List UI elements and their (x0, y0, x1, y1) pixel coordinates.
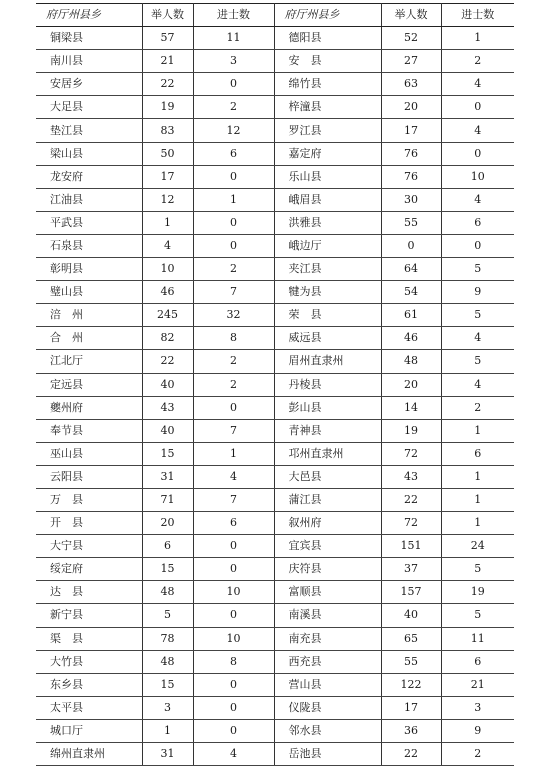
cell-region-right: 青神县 (274, 419, 381, 442)
cell-juren-left: 50 (142, 142, 193, 165)
header-region-right: 府厅州县乡 (274, 4, 381, 27)
cell-region-left: 巫山县 (36, 442, 142, 465)
cell-jinshi-right: 5 (441, 258, 514, 281)
cell-juren-right: 30 (381, 188, 441, 211)
cell-region-left: 龙安府 (36, 165, 142, 188)
cell-juren-left: 48 (142, 581, 193, 604)
header-juren-right: 举人数 (381, 4, 441, 27)
cell-jinshi-left: 1 (193, 188, 274, 211)
cell-jinshi-left: 6 (193, 512, 274, 535)
cell-juren-left: 15 (142, 558, 193, 581)
cell-juren-right: 36 (381, 719, 441, 742)
cell-region-left: 太平县 (36, 696, 142, 719)
cell-juren-left: 31 (142, 743, 193, 766)
cell-juren-right: 55 (381, 650, 441, 673)
table-row (36, 581, 514, 604)
cell-jinshi-right: 1 (441, 512, 514, 535)
cell-region-left: 垫江县 (36, 119, 142, 142)
table-row (36, 719, 514, 742)
cell-juren-left: 17 (142, 165, 193, 188)
cell-jinshi-left: 2 (193, 258, 274, 281)
cell-juren-left: 15 (142, 673, 193, 696)
cell-region-left: 达 县 (36, 581, 142, 604)
cell-region-right: 乐山县 (274, 165, 381, 188)
cell-jinshi-right: 6 (441, 442, 514, 465)
cell-jinshi-left: 10 (193, 627, 274, 650)
cell-jinshi-left: 1 (193, 442, 274, 465)
cell-region-left: 江北厅 (36, 350, 142, 373)
cell-region-right: 德阳县 (274, 27, 381, 50)
cell-juren-right: 17 (381, 119, 441, 142)
cell-jinshi-left: 4 (193, 743, 274, 766)
cell-region-right: 仪陇县 (274, 696, 381, 719)
cell-jinshi-right: 0 (441, 96, 514, 119)
cell-region-right: 宜宾县 (274, 535, 381, 558)
cell-region-left: 安居乡 (36, 73, 142, 96)
cell-juren-left: 40 (142, 373, 193, 396)
cell-juren-left: 3 (142, 696, 193, 719)
cell-jinshi-right: 5 (441, 558, 514, 581)
cell-jinshi-left: 0 (193, 73, 274, 96)
cell-region-right: 荣 县 (274, 304, 381, 327)
cell-juren-left: 1 (142, 719, 193, 742)
cell-juren-left: 71 (142, 488, 193, 511)
cell-juren-left: 22 (142, 350, 193, 373)
cell-region-left: 夔州府 (36, 396, 142, 419)
cell-jinshi-left: 7 (193, 281, 274, 304)
cell-juren-right: 64 (381, 258, 441, 281)
cell-region-left: 开 县 (36, 512, 142, 535)
cell-juren-right: 48 (381, 350, 441, 373)
cell-juren-left: 43 (142, 396, 193, 419)
cell-juren-left: 245 (142, 304, 193, 327)
cell-juren-right: 76 (381, 142, 441, 165)
cell-jinshi-left: 2 (193, 96, 274, 119)
cell-region-right: 绵竹县 (274, 73, 381, 96)
cell-juren-left: 5 (142, 604, 193, 627)
cell-region-right: 南充县 (274, 627, 381, 650)
cell-juren-right: 27 (381, 50, 441, 73)
cell-jinshi-right: 19 (441, 581, 514, 604)
table-row (36, 419, 514, 442)
cell-region-left: 铜梁县 (36, 27, 142, 50)
cell-region-right: 洪雅县 (274, 211, 381, 234)
cell-juren-right: 72 (381, 512, 441, 535)
cell-juren-left: 1 (142, 211, 193, 234)
cell-juren-left: 12 (142, 188, 193, 211)
cell-region-right: 嘉定府 (274, 142, 381, 165)
table-row (36, 73, 514, 96)
table-row (36, 650, 514, 673)
cell-region-left: 江油县 (36, 188, 142, 211)
cell-jinshi-right: 21 (441, 673, 514, 696)
cell-region-right: 犍为县 (274, 281, 381, 304)
cell-jinshi-right: 24 (441, 535, 514, 558)
cell-region-right: 峨眉县 (274, 188, 381, 211)
cell-region-left: 大宁县 (36, 535, 142, 558)
cell-juren-left: 10 (142, 258, 193, 281)
cell-jinshi-left: 7 (193, 488, 274, 511)
cell-jinshi-left: 4 (193, 465, 274, 488)
cell-jinshi-left: 12 (193, 119, 274, 142)
cell-juren-left: 46 (142, 281, 193, 304)
header-region-left: 府厅州县乡 (36, 4, 142, 27)
cell-juren-left: 83 (142, 119, 193, 142)
cell-region-left: 城口厅 (36, 719, 142, 742)
table-row (36, 442, 514, 465)
cell-jinshi-left: 0 (193, 696, 274, 719)
cell-juren-left: 48 (142, 650, 193, 673)
cell-juren-right: 17 (381, 696, 441, 719)
table-row (36, 673, 514, 696)
cell-juren-left: 15 (142, 442, 193, 465)
table-row (36, 96, 514, 119)
table-row (36, 696, 514, 719)
cell-jinshi-right: 4 (441, 73, 514, 96)
cell-region-right: 邻水县 (274, 719, 381, 742)
cell-jinshi-right: 1 (441, 27, 514, 50)
cell-jinshi-right: 0 (441, 142, 514, 165)
cell-region-right: 西充县 (274, 650, 381, 673)
table-row (36, 27, 514, 50)
cell-jinshi-left: 8 (193, 650, 274, 673)
cell-juren-left: 4 (142, 234, 193, 257)
cell-juren-right: 52 (381, 27, 441, 50)
cell-region-left: 彰明县 (36, 258, 142, 281)
cell-region-right: 南溪县 (274, 604, 381, 627)
cell-jinshi-right: 1 (441, 419, 514, 442)
table-row (36, 165, 514, 188)
cell-jinshi-right: 11 (441, 627, 514, 650)
cell-region-left: 合 州 (36, 327, 142, 350)
cell-juren-right: 37 (381, 558, 441, 581)
cell-region-left: 平武县 (36, 211, 142, 234)
cell-juren-right: 63 (381, 73, 441, 96)
cell-region-left: 渠 县 (36, 627, 142, 650)
cell-region-right: 梓潼县 (274, 96, 381, 119)
cell-region-right: 罗江县 (274, 119, 381, 142)
cell-jinshi-left: 0 (193, 535, 274, 558)
cell-jinshi-right: 0 (441, 234, 514, 257)
cell-jinshi-right: 5 (441, 350, 514, 373)
table-row (36, 258, 514, 281)
cell-jinshi-left: 32 (193, 304, 274, 327)
cell-region-left: 璧山县 (36, 281, 142, 304)
cell-jinshi-right: 4 (441, 188, 514, 211)
table-row (36, 281, 514, 304)
cell-juren-right: 43 (381, 465, 441, 488)
cell-jinshi-right: 2 (441, 50, 514, 73)
cell-juren-left: 78 (142, 627, 193, 650)
cell-juren-right: 20 (381, 373, 441, 396)
cell-region-left: 绥定府 (36, 558, 142, 581)
cell-region-left: 定远县 (36, 373, 142, 396)
cell-region-right: 营山县 (274, 673, 381, 696)
cell-jinshi-right: 10 (441, 165, 514, 188)
table-row (36, 743, 514, 766)
cell-juren-right: 122 (381, 673, 441, 696)
cell-juren-left: 82 (142, 327, 193, 350)
cell-juren-left: 40 (142, 419, 193, 442)
table-row (36, 604, 514, 627)
cell-juren-left: 31 (142, 465, 193, 488)
cell-juren-left: 22 (142, 73, 193, 96)
cell-jinshi-left: 0 (193, 558, 274, 581)
cell-region-right: 蒲江县 (274, 488, 381, 511)
cell-region-left: 梁山县 (36, 142, 142, 165)
table-body (36, 27, 514, 766)
cell-region-right: 安 县 (274, 50, 381, 73)
cell-region-right: 岳池县 (274, 743, 381, 766)
cell-jinshi-left: 2 (193, 373, 274, 396)
cell-region-left: 南川县 (36, 50, 142, 73)
cell-juren-right: 46 (381, 327, 441, 350)
cell-jinshi-right: 4 (441, 373, 514, 396)
table-row (36, 488, 514, 511)
cell-region-left: 万 县 (36, 488, 142, 511)
cell-region-left: 涪 州 (36, 304, 142, 327)
cell-region-left: 大竹县 (36, 650, 142, 673)
cell-jinshi-left: 0 (193, 673, 274, 696)
cell-region-left: 石泉县 (36, 234, 142, 257)
cell-region-right: 威远县 (274, 327, 381, 350)
cell-juren-left: 19 (142, 96, 193, 119)
cell-region-right: 邛州直隶州 (274, 442, 381, 465)
cell-region-right: 彭山县 (274, 396, 381, 419)
cell-jinshi-left: 11 (193, 27, 274, 50)
table-row (36, 50, 514, 73)
header-jinshi-left: 进士数 (193, 4, 274, 27)
cell-jinshi-left: 0 (193, 396, 274, 419)
cell-juren-left: 20 (142, 512, 193, 535)
cell-region-right: 大邑县 (274, 465, 381, 488)
cell-juren-right: 65 (381, 627, 441, 650)
table-row (36, 304, 514, 327)
cell-region-right: 叙州府 (274, 512, 381, 535)
cell-region-left: 云阳县 (36, 465, 142, 488)
cell-jinshi-right: 6 (441, 211, 514, 234)
cell-jinshi-left: 0 (193, 234, 274, 257)
cell-juren-right: 22 (381, 743, 441, 766)
cell-jinshi-left: 6 (193, 142, 274, 165)
table-row (36, 211, 514, 234)
table-row (36, 119, 514, 142)
cell-juren-right: 40 (381, 604, 441, 627)
cell-jinshi-left: 7 (193, 419, 274, 442)
cell-juren-left: 57 (142, 27, 193, 50)
juren-jinshi-table (36, 3, 514, 766)
table-row (36, 465, 514, 488)
table-row (36, 558, 514, 581)
cell-jinshi-right: 2 (441, 396, 514, 419)
cell-juren-right: 55 (381, 211, 441, 234)
cell-region-right: 富顺县 (274, 581, 381, 604)
cell-jinshi-right: 2 (441, 743, 514, 766)
cell-juren-right: 61 (381, 304, 441, 327)
cell-region-right: 眉州直隶州 (274, 350, 381, 373)
cell-jinshi-left: 2 (193, 350, 274, 373)
cell-region-left: 东乡县 (36, 673, 142, 696)
header-jinshi-right: 进士数 (441, 4, 514, 27)
table-header-row (36, 4, 514, 27)
cell-region-left: 大足县 (36, 96, 142, 119)
cell-jinshi-left: 10 (193, 581, 274, 604)
cell-juren-right: 0 (381, 234, 441, 257)
table-row (36, 350, 514, 373)
cell-jinshi-right: 9 (441, 281, 514, 304)
table-row (36, 142, 514, 165)
cell-jinshi-left: 0 (193, 165, 274, 188)
cell-jinshi-left: 0 (193, 211, 274, 234)
cell-region-right: 丹棱县 (274, 373, 381, 396)
table-row (36, 188, 514, 211)
cell-juren-right: 151 (381, 535, 441, 558)
cell-jinshi-left: 0 (193, 604, 274, 627)
table-row (36, 327, 514, 350)
cell-jinshi-left: 0 (193, 719, 274, 742)
cell-jinshi-left: 3 (193, 50, 274, 73)
cell-jinshi-right: 5 (441, 304, 514, 327)
cell-juren-right: 157 (381, 581, 441, 604)
cell-juren-left: 21 (142, 50, 193, 73)
cell-jinshi-right: 1 (441, 488, 514, 511)
cell-juren-right: 72 (381, 442, 441, 465)
cell-region-left: 绵州直隶州 (36, 743, 142, 766)
cell-region-left: 新宁县 (36, 604, 142, 627)
cell-jinshi-right: 3 (441, 696, 514, 719)
cell-juren-right: 54 (381, 281, 441, 304)
cell-jinshi-left: 8 (193, 327, 274, 350)
table-row (36, 373, 514, 396)
cell-juren-right: 19 (381, 419, 441, 442)
cell-jinshi-right: 4 (441, 327, 514, 350)
cell-region-right: 庆符县 (274, 558, 381, 581)
header-juren-left: 举人数 (142, 4, 193, 27)
cell-juren-right: 20 (381, 96, 441, 119)
cell-jinshi-right: 9 (441, 719, 514, 742)
cell-region-right: 峨边厅 (274, 234, 381, 257)
cell-juren-right: 76 (381, 165, 441, 188)
cell-region-right: 夹江县 (274, 258, 381, 281)
cell-jinshi-right: 4 (441, 119, 514, 142)
table-row (36, 535, 514, 558)
table-row (36, 627, 514, 650)
cell-region-left: 奉节县 (36, 419, 142, 442)
cell-jinshi-right: 1 (441, 465, 514, 488)
table-row (36, 234, 514, 257)
cell-juren-right: 22 (381, 488, 441, 511)
cell-juren-right: 14 (381, 396, 441, 419)
table-row (36, 512, 514, 535)
cell-juren-left: 6 (142, 535, 193, 558)
cell-jinshi-right: 5 (441, 604, 514, 627)
cell-jinshi-right: 6 (441, 650, 514, 673)
table-row (36, 396, 514, 419)
